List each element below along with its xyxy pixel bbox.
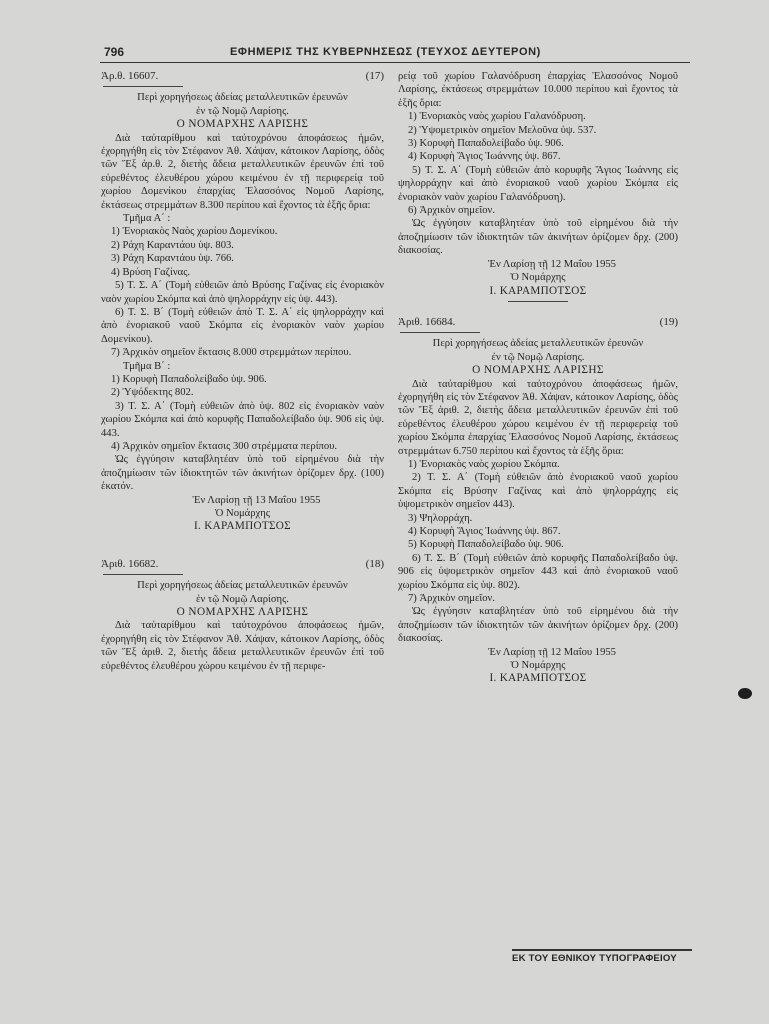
boundary-item: 5) Τ. Σ. Α΄ (Τομὴ εὐθειῶν ἀπὸ κορυφῆς Ἅγιος Ἰωάννης εἰς ψηλορράχην καὶ ἀπὸ ἐνοριακοῦ ναοῦ χωρίου Σκόμπα εἰς ἐνοριακὸν ναὸν χωρίου Γαλανόδρυση). [398, 164, 678, 203]
decision-body: Διὰ ταὐταρίθμου καὶ ταὐτοχρόνου ἀποφάσεως ἡμῶν, ἐχορηγήθη εἰς τὸν Στέφανον Ἀθ. Χάψαν, κάτοικον Λαρίσης, ὁδὸς τῶν Ἕξ ἀρ.θ. 2, διετὴς ἄδεια μεταλλευτικῶν ἐρευνῶν ἐπὶ τοῦ εὑρεθέντος ἐλευθέρου χώρου κειμένου ἐν τῇ περιφερείᾳ τοῦ χωρίου Δομενίκου ἐπαρχίας Ἐλασσόνος Νομοῦ Λαρίσης, ἐκτάσεως στρεμμάτων 8.300 περίπου καὶ ἔχοντος τὰ ἑξῆς ὅρια: [101, 132, 384, 211]
header-rule [100, 62, 690, 63]
signature-date: Ἐν Λαρίσῃ τῇ 13 Μαΐου 1955 [192, 494, 321, 506]
right-column [398, 70, 678, 686]
boundary-item: 1) Ἐνοριακὸς ναὸς χωρίου Γαλανόδρυση. [408, 111, 586, 123]
boundary-item: 2) Ὑψόδεκτης 802. [111, 387, 194, 399]
boundary-item: 5) Κορυφὴ Παπαδολείβαδο ὑψ. 906. [408, 539, 564, 551]
decision-number: Ἀριθ. 16682. [101, 557, 159, 570]
page-header [92, 44, 692, 62]
signature-date: Ἐν Λαρίσῃ τῇ 12 Μαΐου 1955 [488, 646, 616, 658]
decision-index: (17) [365, 70, 384, 82]
decision-subject: ἐν τῷ Νομῷ Λαρίσης. [196, 593, 289, 605]
boundary-item: 6) Τ. Σ. Β΄ (Τομὴ εὐθειῶν ἀπὸ κορυφῆς Παπαδολείβαδο ὑψ. 906 εἰς ὑψομετρικὸν σημεῖον 443 καὶ ἀπὸ ἐνοριακοῦ ναοῦ χωρίου Σκόμπα εἰς ὑψ. 802). [398, 552, 678, 591]
signature-title: Ὁ Νομάρχης [510, 660, 566, 672]
decision-ref-17 [101, 70, 384, 83]
decision-number: Ἀρ.θ. 16607. [101, 70, 159, 82]
boundary-item: 3) Ψηλορράχη. [408, 512, 473, 524]
left-column [101, 70, 384, 673]
boundary-item: 7) Ἀρχικὸν σημεῖον. [408, 593, 496, 605]
printer-imprint: ΕΚ ΤΟΥ ΕΘΝΙΚΟΥ ΤΥΠΟΓΡΑΦΕΙΟΥ [512, 949, 692, 964]
gazette-title: ΕΦΗΜΕΡΙΣ ΤΗΣ ΚΥΒΕΡΝΗΣΕΩΣ (ΤΕΥΧΟΣ ΔΕΥΤΕΡΟΝ) [230, 46, 541, 58]
boundary-item: 3) Τ. Σ. Α΄ (Τομὴ εὐθειῶν ἀπὸ ὑψ. 802 εἰς ἐνοριακὸν ναὸν χωρίου Σκόμπα καὶ ἀπὸ κορυφῆς Παπαδολείβαδο ὑψ. 906 εἰς ὑψ. 443. [101, 400, 384, 439]
decision-subject: Περὶ χορηγήσεως ἀδείας μεταλλευτικῶν ἐρευνῶν [432, 338, 644, 350]
decision-index: (18) [365, 557, 384, 570]
prefect-title: Ο ΝΟΜΑΡΧΗΣ ΛΑΡΙΣΗΣ [472, 364, 604, 377]
signature-title: Ὁ Νομάρχης [510, 272, 566, 284]
boundary-item: 1) Ἐνοριακὸς Ναὸς χωρίου Δομενίκου. [111, 226, 278, 238]
decision-body: Διὰ ταὐταρίθμου καὶ ταὐτοχρόνου ἀποφάσεως ἡμῶν, ἐχορηγήθη εἰς τὸν Στέφανον Ἀθ. Χάψαν, κάτοικον Λαρίσης, ὁδὸς τῶν Ἕξ ἀριθ. 2, διετὴς ἄδεια μεταλλευτικῶν ἐρευνῶν ἐπὶ τοῦ εὑρεθέντος ἐλευθέρου χώρου κειμένου ἐν τῇ περιφερείᾳ τοῦ χωρίου Σκόμπα ἐπαρχίας Ἐλασσόνος Νομοῦ Λαρίσης, ἐκτάσεως στρεμμάτων 6.750 περίπου καὶ ἔχοντος τὰ ἑξῆς ὅρια: [398, 378, 678, 457]
decision-subject: ἐν τῷ Νομῷ Λαρίσης. [196, 105, 289, 117]
boundary-item: 2) Ὑψομετρικὸν σημεῖον Μελοῦνα ὑψ. 537. [408, 124, 597, 136]
guarantee-text: Ὡς ἐγγύησιν καταβλητέαν ὑπὸ τοῦ εἰρημένου διὰ τὴν ἀποζημίωσιν τῶν ἰδιοκτητῶν τῶν ἀκινήτων ὁρίζομεν δρχ. (100) ἑκατόν. [101, 454, 384, 493]
decision-index: (19) [659, 315, 678, 328]
boundary-item: 2) Τ. Σ. Α΄ (Τομὴ εὐθειῶν ἀπὸ ἐνοριακοῦ ναοῦ χωρίου Σκόμπα εἰς Βρύσην Γαζίνας καὶ ἀπὸ ψηλορράχης εἰς ὑψομετρικὸν σημεῖον 443). [398, 472, 678, 511]
signature-name: Ι. ΚΑΡΑΜΠΟΤΣΟΣ [489, 672, 587, 685]
boundary-item: 4) Ἀρχικὸν σημεῖον ἔκτασις 300 στρέμματα περίπου. [111, 440, 338, 452]
prefect-title: Ο ΝΟΜΑΡΧΗΣ ΛΑΡΙΣΗΣ [176, 606, 309, 619]
boundary-item: 2) Ράχη Καραντάου ὑψ. 803. [111, 239, 234, 251]
boundary-item: 3) Ράχη Καραντάου ὑψ. 766. [111, 253, 234, 265]
prefect-title: Ο ΝΟΜΑΡΧΗΣ ΛΑΡΙΣΗΣ [176, 118, 309, 131]
page-number: 796 [104, 45, 125, 59]
divider [103, 86, 183, 87]
decision-ref-19 [398, 316, 678, 329]
boundary-item: 6) Τ. Σ. Β΄ (Τομὴ εὐθειῶν ἀπὸ Τ. Σ. Α΄ εἰς ψηλορράχην καὶ ἀπὸ ἐνοριακοῦ ναοῦ Σκόμπα εἰς ἐνοριακὸν ναὸν χωρίου Δομενίκου). [101, 306, 384, 345]
boundary-item: 4) Κορυφὴ Ἅγιος Ἰωάννης ὑψ. 867. [408, 526, 561, 537]
decision-number: Ἀριθ. 16684. [398, 315, 456, 328]
divider [400, 332, 480, 333]
signature-name: Ι. ΚΑΡΑΜΠΟΤΣΟΣ [193, 520, 291, 533]
boundary-item: 1) Ἐνοριακὸς ναὸς χωρίου Σκόμπα. [408, 458, 560, 470]
punch-hole-mark [738, 688, 752, 699]
decision-subject: Περὶ χορηγήσεως ἀδείας μεταλλευτικῶν ἐρευνῶν [137, 580, 348, 592]
section-heading: Τμῆμα Α΄ : [123, 213, 171, 225]
decision-body-continued: ρείᾳ τοῦ χωρίου Γαλανόδρυση ἐπαρχίας Ἐλασσόνος Νομοῦ Λαρίσης, ἐκτάσεως στρεμμάτων 10.000 περίπου καὶ ἔχοντος τὰ ἑξῆς ὅρια: [398, 71, 678, 109]
signature-name: Ι. ΚΑΡΑΜΠΟΤΣΟΣ [489, 284, 587, 297]
signature-date: Ἐν Λαρίσῃ τῇ 12 Μαΐου 1955 [488, 258, 616, 270]
divider [103, 574, 183, 575]
guarantee-text: Ὡς ἐγγύησιν καταβλητέαν ὑπὸ τοῦ εἰρημένου διὰ τὴν ἀποζημίωσιν τῶν ἰδιοκτητῶν τῶν ἀκινήτων ὁρίζομεν δρχ. (200) διακοσίας. [398, 606, 678, 645]
boundary-item: 4) Κορυφὴ Ἅγιος Ἰωάννης ὑψ. 867. [408, 151, 561, 163]
section-heading: Τμῆμα Β΄ : [123, 360, 171, 372]
decision-subject: ἐν τῷ Νομῷ Λαρίσης. [491, 351, 585, 363]
boundary-item: 5) Τ. Σ. Α΄ (Τομὴ εὐθειῶν ἀπὸ Βρύσης Γαζίνας εἰς ἐνοριακὸν ναὸν χωρίου Σκόμπα καὶ ἀπὸ ψηλορράχην εἰς ὑψ. 443). [101, 280, 384, 305]
boundary-item: 3) Κορυφὴ Παπαδολείβαδο ὑψ. 906. [408, 138, 564, 150]
boundary-item: 4) Βρύση Γαζίνας. [111, 266, 191, 278]
decision-ref-18 [101, 558, 384, 571]
signature-title: Ὁ Νομάρχης [215, 508, 270, 519]
divider [508, 301, 568, 302]
guarantee-text: Ὡς ἐγγύησιν καταβλητέαν ὑπὸ τοῦ εἰρημένου διὰ τὴν ἀποζημίωσιν τῶν ἰδιοκτητῶν τῶν ἀκινήτων ὁρίζομεν δρχ. (200) διακοσίας. [398, 218, 678, 257]
boundary-item: 1) Κορυφὴ Παπαδολείβαδο ὑψ. 906. [111, 373, 267, 385]
boundary-item: 6) Ἀρχικὸν σημεῖον. [408, 205, 496, 217]
boundary-item: 7) Ἀρχικὸν σημεῖον ἔκτασις 8.000 στρεμμάτων περίπου. [111, 347, 352, 359]
decision-subject: Περὶ χορηγήσεως ἀδείας μεταλλευτικῶν ἐρευνῶν [137, 92, 348, 104]
decision-body: Διὰ ταὐταρίθμου καὶ ταὐτοχρόνου ἀποφάσεως ἡμῶν, ἐχορηγήθη εἰς τὸν Στέφανον Ἀθ. Χάψαν, κάτοικον Λαρίσης, ὁδὸς τῶν Ἕξ ἀριθ. 2, διετὴς ἄδεια μεταλλευτικῶν ἐρευνῶν ἐπὶ τοῦ εὑρεθέντος ἐλευθέρου χώρου κειμένου ἐν τῇ περιφε- [101, 620, 384, 672]
